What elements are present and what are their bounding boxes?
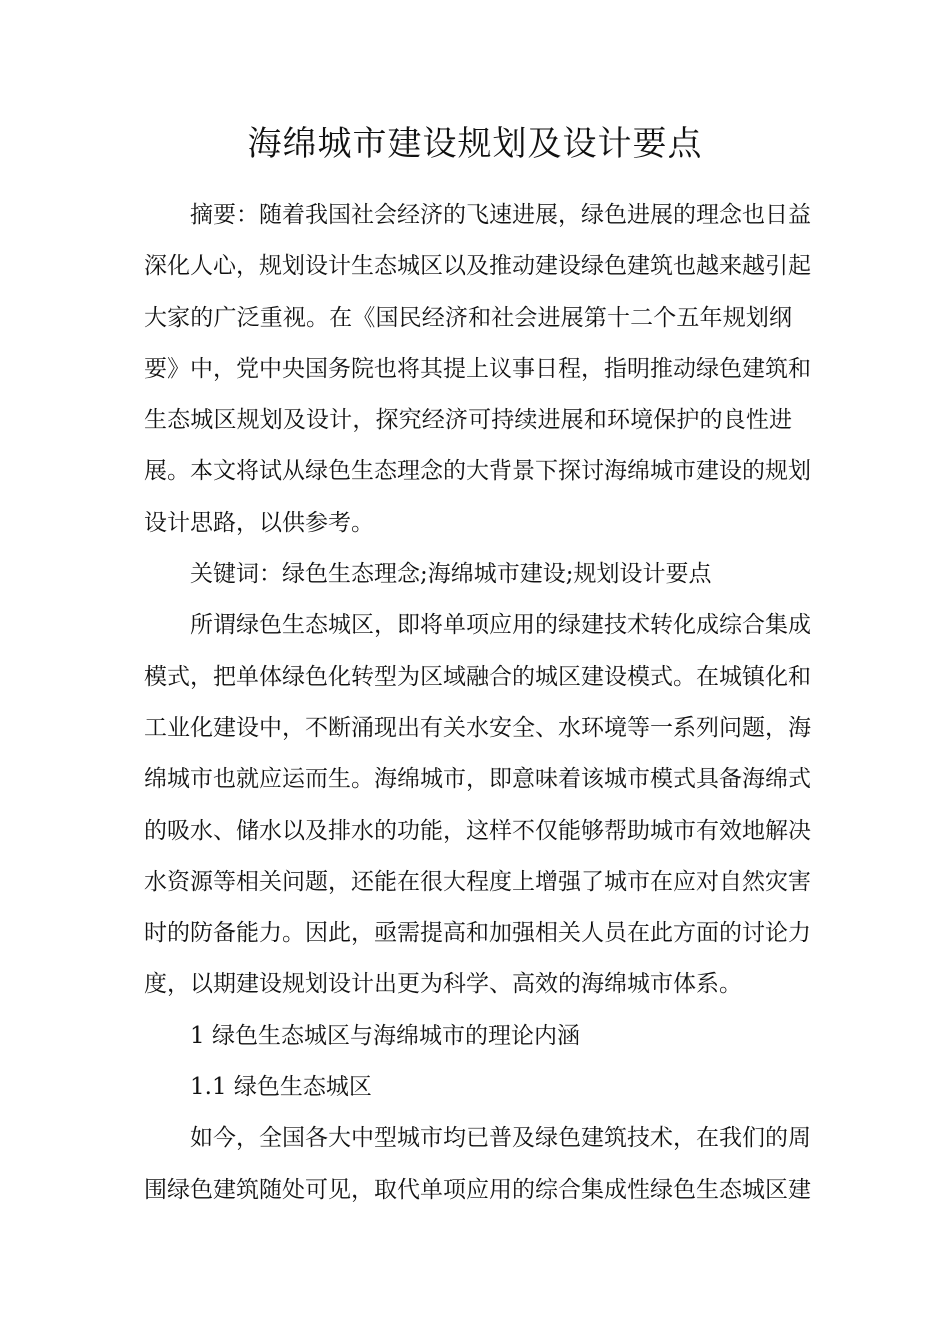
intro-line: 绵城市也就应运而生。海绵城市，即意味着该城市模式具备海绵式: [144, 766, 811, 793]
subsection-heading: 1.1 绿色生态城区: [190, 1074, 372, 1101]
intro-line: 度，以期建设规划设计出更为科学、高效的海绵城市体系。: [144, 971, 742, 998]
section-paragraph: [144, 1113, 811, 1216]
abstract-line: 设计思路，以供参考。: [144, 509, 374, 536]
intro-line: 所谓绿色生态城区，即将单项应用的绿建技术转化成综合集成: [190, 612, 811, 639]
intro-line: 水资源等相关问题，还能在很大程度上增强了城市在应对自然灾害: [144, 868, 811, 895]
document-title: 海绵城市建设规划及设计要点: [247, 124, 703, 164]
abstract-line: 深化人心，规划设计生态城区以及推动建设绿色建筑也越来越引起: [144, 253, 811, 280]
abstract-line: 大家的广泛重视。在《国民经济和社会进展第十二个五年规划纲: [144, 304, 792, 331]
intro-line: 模式，把单体绿色化转型为区域融合的城区建设模式。在城镇化和: [144, 663, 811, 690]
abstract-paragraph: [144, 190, 811, 549]
abstract-line: 展。本文将试从绿色生态理念的大背景下探讨海绵城市建设的规划: [144, 458, 811, 485]
intro-line: 时的防备能力。因此，亟需提高和加强相关人员在此方面的讨论力: [144, 920, 811, 947]
section-heading: 1 绿色生态城区与海绵城市的理论内涵: [190, 1022, 580, 1049]
section-line: 围绿色建筑随处可见，取代单项应用的综合集成性绿色生态城区建: [144, 1176, 811, 1203]
section-line: 如今，全国各大中型城市均已普及绿色建筑技术，在我们的周: [190, 1125, 811, 1152]
abstract-line: 生态城区规划及设计，探究经济可持续进展和环境保护的良性进: [144, 407, 792, 434]
document-body: [144, 190, 811, 1216]
keywords-line: 关键词：绿色生态理念;海绵城市建设;规划设计要点: [190, 561, 712, 588]
abstract-line: 要》中，党中央国务院也将其提上议事日程，指明推动绿色建筑和: [144, 355, 811, 382]
intro-paragraph: [144, 600, 811, 1010]
intro-line: 工业化建设中，不断涌现出有关水安全、水环境等一系列问题，海: [144, 714, 811, 741]
intro-line: 的吸水、储水以及排水的功能，这样不仅能够帮助城市有效地解决: [144, 817, 811, 844]
abstract-line: 摘要：随着我国社会经济的飞速进展，绿色进展的理念也日益: [190, 202, 811, 228]
